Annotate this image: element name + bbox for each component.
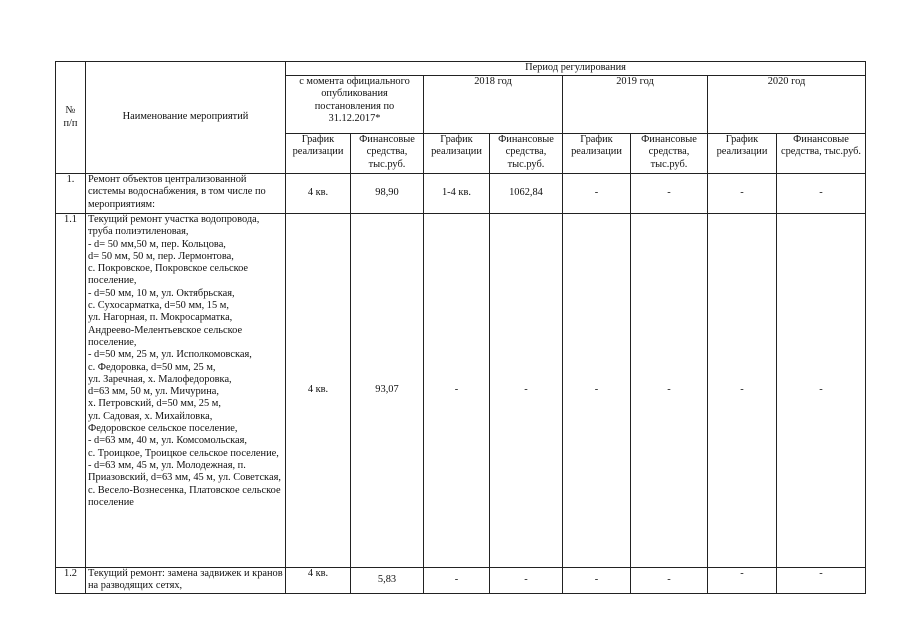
sub-finance-header: Финансовые средства, тыс.руб.: [777, 134, 866, 174]
cell-value: 4 кв.: [286, 568, 351, 594]
period-col-2020: 2020 год: [708, 76, 866, 134]
cell-value: 4 кв.: [286, 174, 351, 214]
table-row: [56, 568, 866, 594]
cell-value: -: [708, 174, 777, 214]
period-col-2019: 2019 год: [563, 76, 708, 134]
sub-schedule-header: График реализации: [286, 134, 351, 174]
cell-value: -: [708, 214, 777, 568]
cell-value: -: [777, 568, 866, 594]
cell-value: -: [777, 214, 866, 568]
table-row: [56, 214, 866, 568]
row-name: Ремонт объектов централизованной системы водоснабжения, в том числе по мероприятиям:: [86, 174, 286, 214]
row-name: Текущий ремонт участка водопровода, труба полиэтиленовая, - d= 50 мм,50 м, пер. Кольцова, d= 50 мм, 50 м, пер. Лермонтова, с. Покровское, Покровское сельское поселение, - d=50 мм, 10 м, ул. Октябрьская, с. Сухосарматка, d=50 мм, 15 м, ул. Нагорная, п. Мокросарматка, Андреево-Мелентьевское сельское поселение, - d=50 мм, 25 м, ул. Исполкомовская, с. Федоровка, d=50 мм, 25 м, ул. Заречная, х. Малофедоровка, d=63 мм, 50 м, ул. Мичурина, х. Петровский, d=50 мм, 25 м, ул. Садовая, х. Михайловка, Федоровское сельское поселение, - d=63 мм, 40 м, ул. Комсомольская, с. Троицкое, Троицкое сельское поселение, - d=63 мм, 45 м, ул. Молодежная, п. Приазовский, d=63 мм, 45 м, ул. Советская, с. Весело-Вознесенка, Платовское сельское поселение: [86, 214, 286, 568]
sub-schedule-header: График реализации: [563, 134, 631, 174]
row-number: 1.: [56, 174, 86, 214]
cell-value: -: [708, 568, 777, 594]
cell-value: 5,83: [351, 568, 424, 594]
sub-schedule-header: График реализации: [424, 134, 490, 174]
sub-finance-header: Финансовые средства, тыс.руб.: [631, 134, 708, 174]
period-col-2018: 2018 год: [424, 76, 563, 134]
name-header: Наименование мероприятий: [86, 62, 286, 174]
table-row: [56, 174, 866, 214]
cell-value: 1-4 кв.: [424, 174, 490, 214]
row-number: 1.2: [56, 568, 86, 594]
cell-value: 93,07: [351, 214, 424, 568]
cell-value: -: [490, 214, 563, 568]
measures-table: [55, 61, 866, 594]
cell-value: 1062,84: [490, 174, 563, 214]
row-name: Текущий ремонт: замена задвижек и кранов на разводящих сетях,: [86, 568, 286, 594]
header-row-1: [56, 62, 866, 76]
cell-value: -: [424, 214, 490, 568]
sub-finance-header: Финансовые средства, тыс.руб.: [351, 134, 424, 174]
cell-value: -: [563, 174, 631, 214]
cell-value: -: [777, 174, 866, 214]
cell-value: -: [424, 568, 490, 594]
period-col-2017: с момента официального опубликования постановления по 31.12.2017*: [286, 76, 424, 134]
cell-value: 4 кв.: [286, 214, 351, 568]
period-header: Период регулирования: [286, 62, 866, 76]
cell-value: -: [563, 568, 631, 594]
cell-value: -: [631, 174, 708, 214]
num-header: № п/п: [56, 62, 86, 174]
document-page: [55, 61, 865, 594]
cell-value: 98,90: [351, 174, 424, 214]
cell-value: -: [631, 214, 708, 568]
cell-value: -: [563, 214, 631, 568]
cell-value: -: [631, 568, 708, 594]
cell-value: -: [490, 568, 563, 594]
sub-schedule-header: График реализации: [708, 134, 777, 174]
sub-finance-header: Финансовые средства, тыс.руб.: [490, 134, 563, 174]
row-number: 1.1: [56, 214, 86, 568]
